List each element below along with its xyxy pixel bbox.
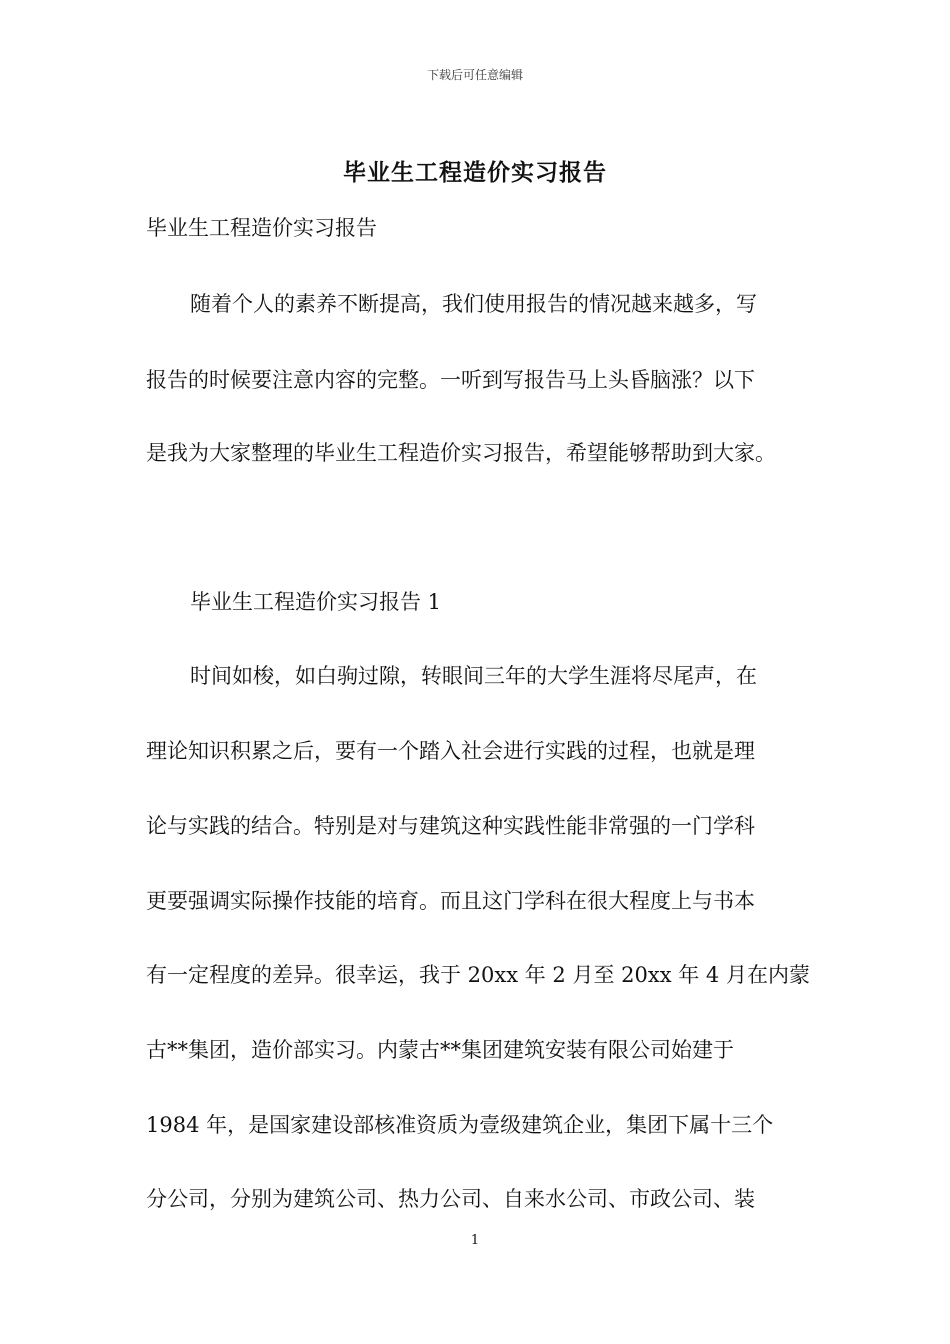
paragraph-line: 1984 年，是国家建设部核准资质为壹级建筑企业，集团下属十三个 (146, 1113, 774, 1137)
paragraph-line: 理论知识积累之后，要有一个踏入社会进行实践的过程，也就是理 (146, 739, 755, 763)
page-number: 1 (470, 1233, 480, 1248)
paragraph-line: 更要强调实际操作技能的培育。而且这门学科在很大程度上与书本 (146, 889, 755, 913)
paragraph-line: 有一定程度的差异。很幸运，我于 20xx 年 2 月至 20xx 年 4 月在内蒙 (146, 963, 810, 987)
paragraph-line: 时间如梭，如白驹过隙，转眼间三年的大学生涯将尽尾声，在 (190, 664, 757, 688)
section-heading: 毕业生工程造价实习报告 1 (190, 590, 442, 614)
page-header-note: 下载后可任意编辑 (426, 68, 523, 82)
document-title: 毕业生工程造价实习报告 (343, 159, 607, 186)
paragraph-line: 随着个人的素养不断提高，我们使用报告的情况越来越多，写 (190, 292, 757, 316)
paragraph-line: 论与实践的结合。特别是对与建筑这种实践性能非常强的一门学科 (146, 814, 755, 838)
paragraph-line: 是我为大家整理的毕业生工程造价实习报告，希望能够帮助到大家。 (146, 441, 776, 465)
paragraph-line: 分公司，分别为建筑公司、热力公司、自来水公司、市政公司、装 (146, 1187, 755, 1211)
paragraph-line: 报告的时候要注意内容的完整。一听到写报告马上头昏脑涨？以下 (146, 368, 755, 392)
paragraph-line: 古**集团，造价部实习。内蒙古**集团建筑安装有限公司始建于 (146, 1038, 734, 1062)
document-subtitle: 毕业生工程造价实习报告 (146, 216, 377, 240)
